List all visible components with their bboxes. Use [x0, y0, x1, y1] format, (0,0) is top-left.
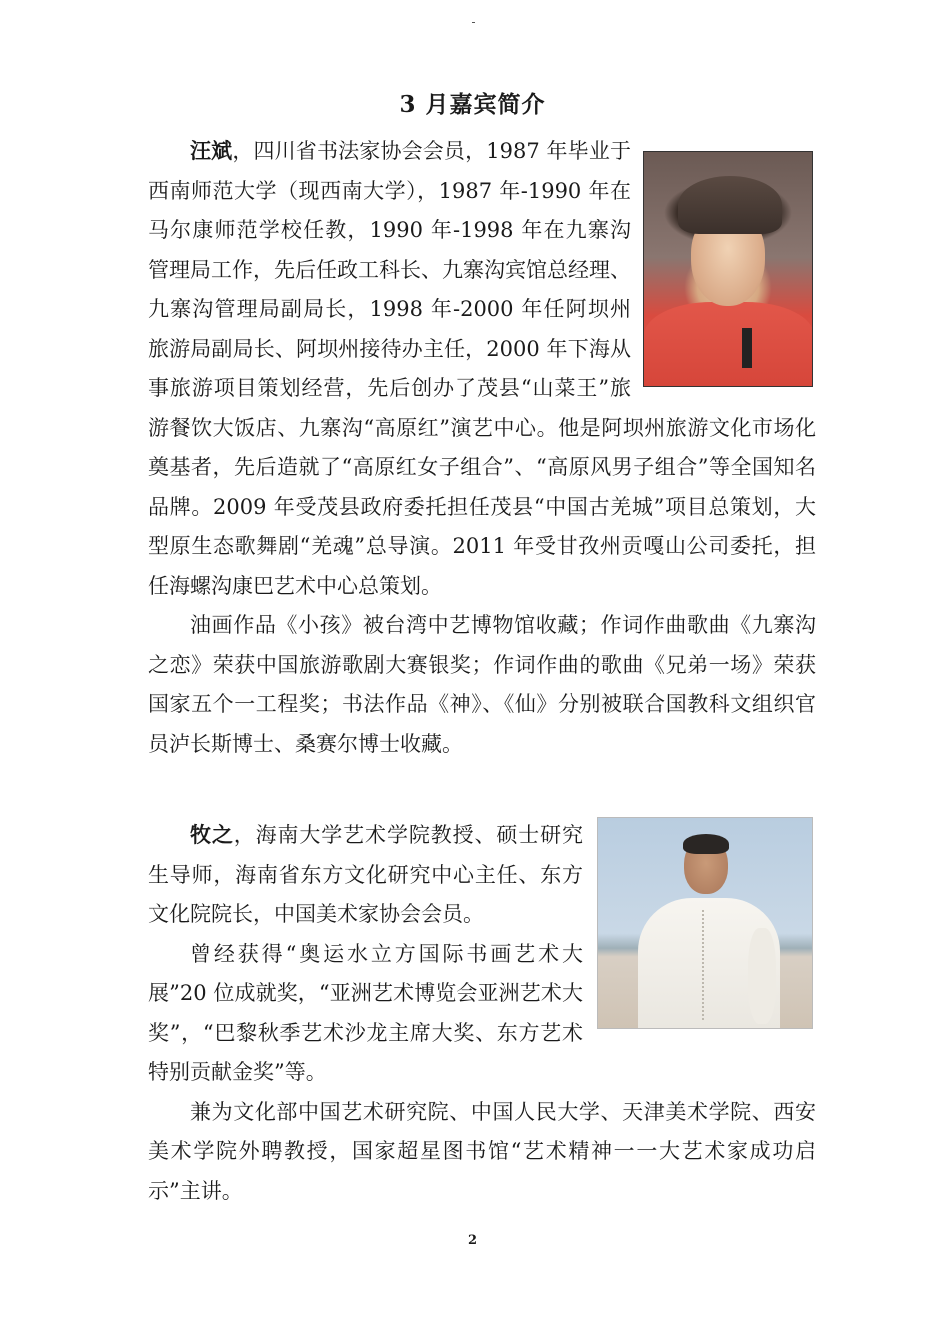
photo-cap — [678, 176, 782, 234]
photo-arm — [748, 928, 776, 1024]
scan-mark — [472, 22, 475, 23]
photo-jacket — [644, 302, 813, 386]
guest-name: 牧之 — [190, 822, 234, 847]
guest-name: 汪斌 — [190, 138, 233, 163]
guest-bio-wang-bin — [148, 131, 816, 764]
guest-intro-text: ，海南大学艺术学院教授、硕士研究生导师，海南省东方文化研究中心主任、东方文化院院长，中国美术家协会会员。 — [148, 823, 583, 926]
guest-positions-paragraph: 兼为文化部中国艺术研究院、中国人民大学、天津美术学院、西安美术学院外聘教授，国家超星图书馆“艺术精神一一大艺术家成功启示”主讲。 — [148, 1099, 816, 1203]
photo-zipper — [742, 328, 752, 368]
page-title: 3 月嘉宾简介 — [399, 91, 546, 118]
guest-awards-paragraph: 曾经获得“奥运水立方国际书画艺术大展”20 位成就奖，“亚洲艺术博览会亚洲艺术大奖”，“巴黎秋季艺术沙龙主席大奖、东方艺术特别贡献金奖”等。 — [148, 941, 583, 1084]
guest-intro-text: ，四川省书法家协会会员，1987 年毕业于西南师范大学（现西南大学），1987 年-1990 年在马尔康师范学校任教，1990 年-1998 年在九寨沟管理局工作，先后任政工科长、九寨沟宾馆总经理、九寨沟管理局副局长，1998 年-2000 年任阿坝州旅游局副局长、阿坝州接待办主任，2000 年下海从事旅游项目策划经营，先后创办了茂县“山菜王”旅游餐饮大饭店、九寨沟“高原红”演艺中心。他是阿坝州旅游文化市场化奠基者，先后造就了“高原红女子组合”、“高原风男子组合”等全国知名品牌。2009 年受茂县政府委托担任茂县“中国古羌城”项目总策划，大型原生态歌舞剧“羌魂”总导演。2011 年受甘孜州贡嘎山公司委托，担任海螺沟康巴艺术中心总策划。 — [148, 139, 816, 598]
guest-photo-wang-bin — [643, 151, 813, 387]
photo-shirt-buttons — [702, 910, 712, 1020]
guest-photo-mu-zhi — [597, 817, 813, 1029]
photo-hair — [683, 834, 729, 854]
guest-works-paragraph: 油画作品《小孩》被台湾中艺博物馆收藏；作词作曲歌曲《九寨沟之恋》荣获中国旅游歌剧大赛银奖；作词作曲的歌曲《兄弟一场》荣获国家五个一工程奖；书法作品《神》、《仙》分别被联合国教科文组织官员泸长斯博士、桑赛尔博士收藏。 — [148, 613, 816, 756]
page-number: 2 — [467, 1233, 478, 1248]
guest-bio-mu-zhi — [148, 815, 816, 1211]
